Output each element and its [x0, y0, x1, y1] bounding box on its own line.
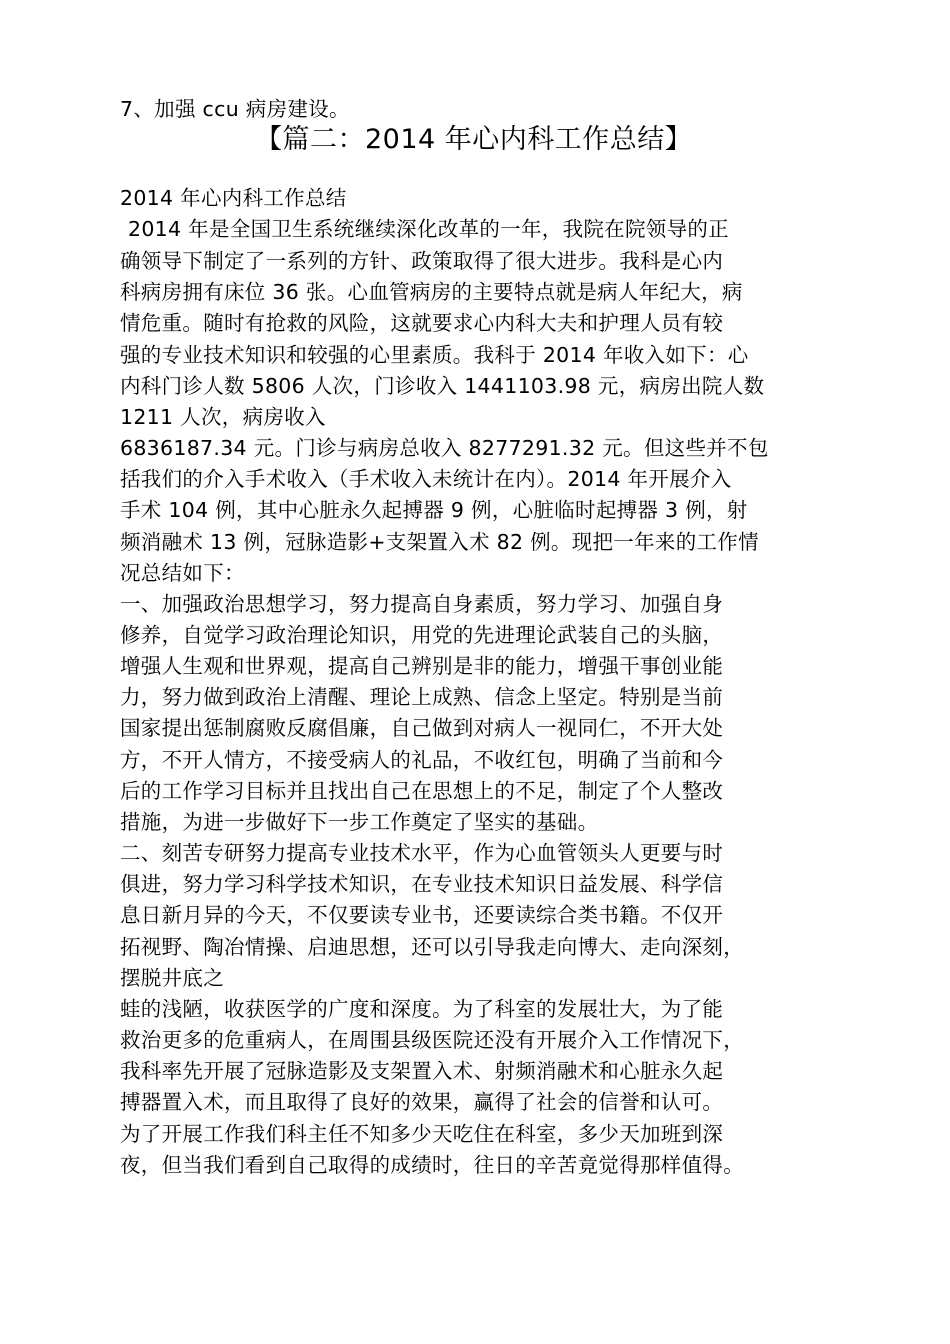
paragraph-line: 后的工作学习目标并且找出自己在思想上的不足，制定了个人整改 — [120, 779, 724, 803]
paragraph-line: 救治更多的危重病人，在周围县级医院还没有开展介入工作情况下， — [120, 1028, 744, 1052]
paragraph-line: 搏器置入术，而且取得了良好的效果，赢得了社会的信誉和认可。 — [120, 1090, 724, 1114]
paragraph-line: 措施，为进一步做好下一步工作奠定了坚实的基础。 — [120, 810, 599, 834]
paragraph-line: 括我们的介入手术收入（手术收入未统计在内）。2014 年开展介入 — [120, 467, 732, 491]
paragraph-line: 强的专业技术知识和较强的心里素质。我科于 2014 年收入如下：心 — [120, 343, 749, 367]
paragraph-line: 息日新月异的今天，不仅要读专业书，还要读综合类书籍。不仅开 — [120, 903, 724, 927]
paragraph-line: 频消融术 13 例，冠脉造影+支架置入术 82 例。现把一年来的工作情 — [120, 530, 759, 554]
list-item-7: 7、加强 ccu 病房建设。 — [120, 97, 350, 121]
paragraph-line: 国家提出惩制腐败反腐倡廉，自己做到对病人一视同仁，不开大处 — [120, 716, 724, 740]
paragraph-line: 摆脱井底之 — [120, 966, 224, 990]
paragraph-line: 蛙的浅陋，收获医学的广度和深度。为了科室的发展壮大，为了能 — [120, 997, 724, 1021]
paragraph-line: 手术 104 例，其中心脏永久起搏器 9 例，心脏临时起搏器 3 例，射 — [120, 498, 748, 522]
paragraph-line: 力，努力做到政治上清醒、理论上成熟、信念上坚定。特别是当前 — [120, 685, 724, 709]
section-title: 【篇二：2014 年心内科工作总结】 — [255, 124, 693, 155]
paragraph-line: 内科门诊人数 5806 人次，门诊收入 1441103.98 元，病房出院人数 — [120, 374, 765, 398]
paragraph-line: 二、刻苦专研努力提高专业技术水平，作为心血管领头人更要与时 — [120, 841, 724, 865]
paragraph-line: 2014 年是全国卫生系统继续深化改革的一年，我院在院领导的正 — [128, 217, 729, 241]
paragraph-line: 夜，但当我们看到自己取得的成绩时，往日的辛苦竟觉得那样值得。 — [120, 1153, 744, 1177]
paragraph-line: 况总结如下： — [120, 561, 245, 585]
paragraph-line: 科病房拥有床位 36 张。心血管病房的主要特点就是病人年纪大，病 — [120, 280, 743, 304]
document-heading: 2014 年心内科工作总结 — [120, 186, 347, 210]
paragraph-line: 修养，自觉学习政治理论知识，用党的先进理论武装自己的头脑， — [120, 623, 724, 647]
paragraph-line: 方，不开人情方，不接受病人的礼品，不收红包，明确了当前和今 — [120, 748, 724, 772]
paragraph-line: 增强人生观和世界观，提高自己辨别是非的能力，增强干事创业能 — [120, 654, 724, 678]
paragraph-line: 1211 人次，病房收入 — [120, 405, 326, 429]
paragraph-line: 俱进，努力学习科学技术知识，在专业技术知识日益发展、科学信 — [120, 872, 724, 896]
paragraph-line: 一、加强政治思想学习，努力提高自身素质，努力学习、加强自身 — [120, 592, 724, 616]
paragraph-line: 确领导下制定了一系列的方针、政策取得了很大进步。我科是心内 — [120, 249, 724, 273]
paragraph-line: 拓视野、陶冶情操、启迪思想，还可以引导我走向博大、走向深刻， — [120, 935, 744, 959]
paragraph-line: 为了开展工作我们科主任不知多少天吃住在科室，多少天加班到深 — [120, 1122, 724, 1146]
paragraph-line: 6836187.34 元。门诊与病房总收入 8277291.32 元。但这些并不包 — [120, 436, 769, 460]
paragraph-line: 情危重。随时有抢救的风险，这就要求心内科大夫和护理人员有较 — [120, 311, 724, 335]
paragraph-line: 我科率先开展了冠脉造影及支架置入术、射频消融术和心脏永久起 — [120, 1059, 724, 1083]
